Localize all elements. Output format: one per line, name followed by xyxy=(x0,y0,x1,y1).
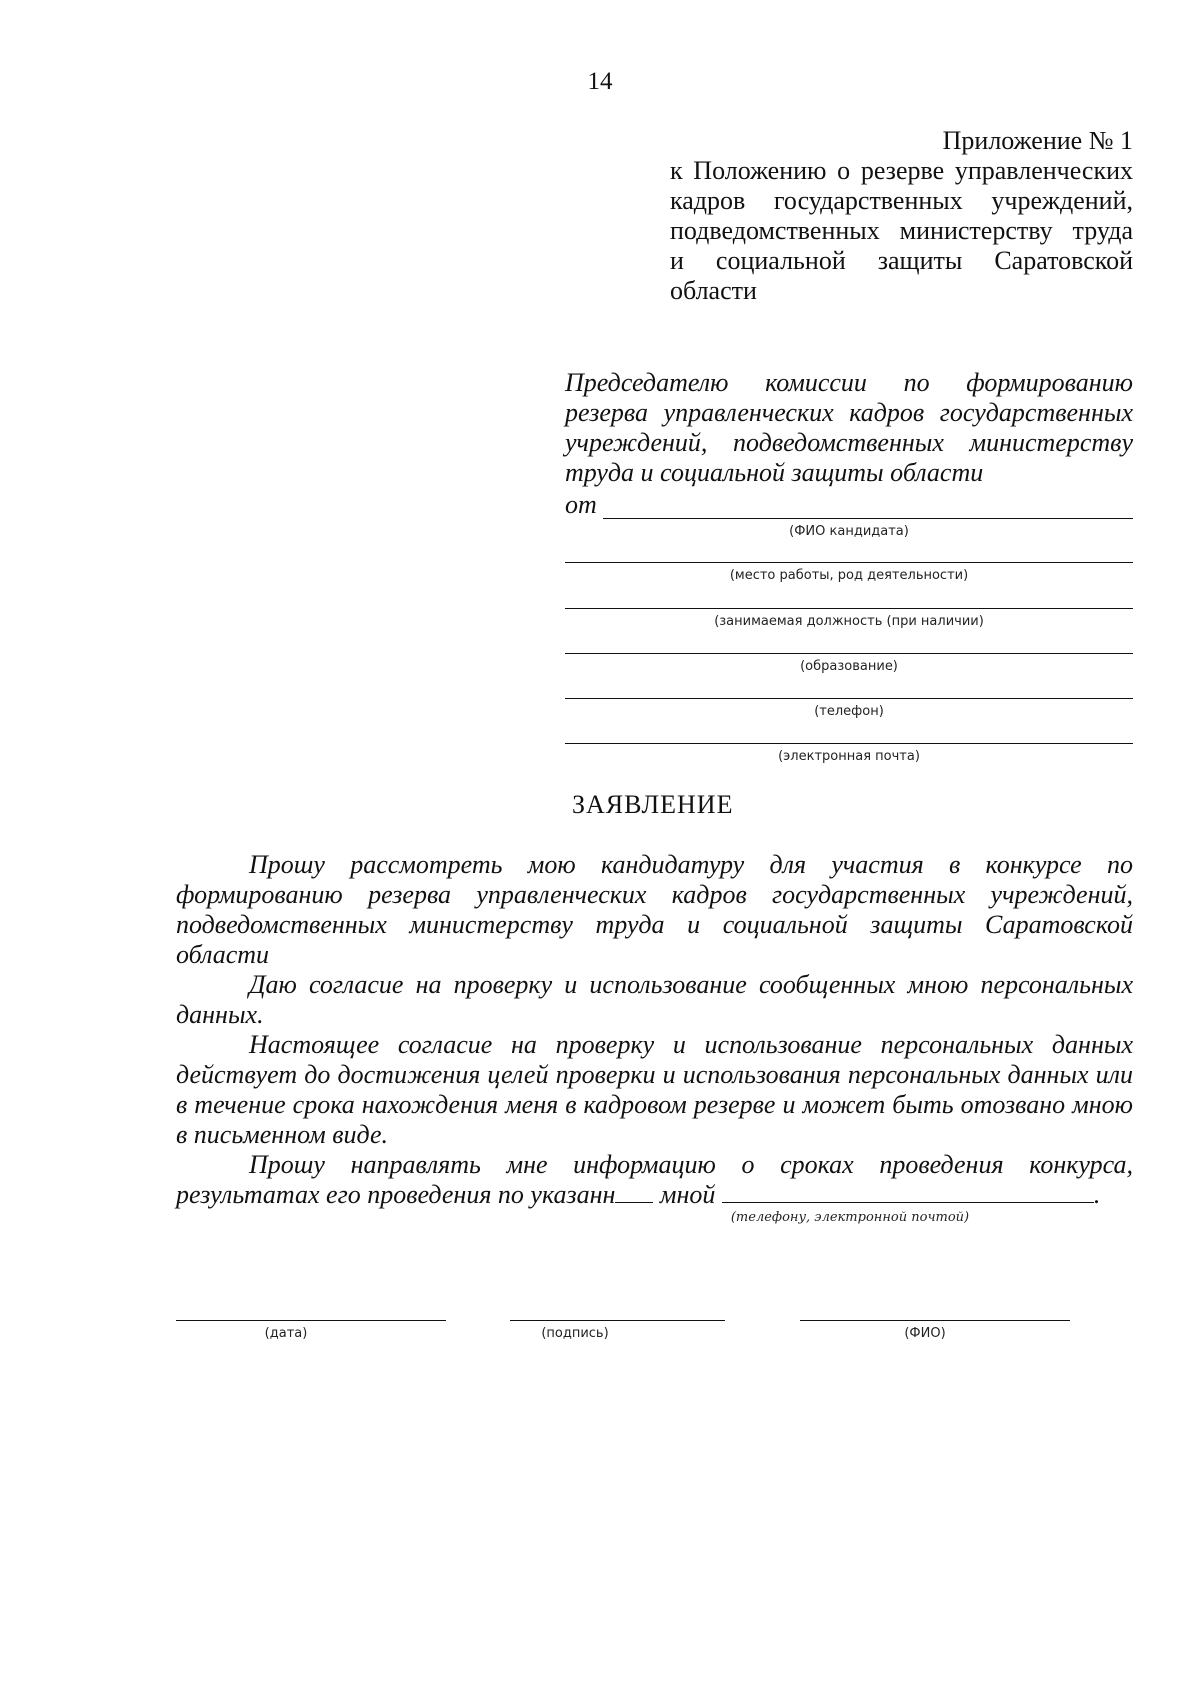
field-caption: (ФИО кандидата) xyxy=(789,524,909,539)
name-caption: (ФИО) xyxy=(904,1326,946,1341)
signature-field[interactable] xyxy=(510,1320,725,1321)
statement-body xyxy=(176,850,1133,1180)
addressee-line: учреждений, подведомственных министерству xyxy=(565,428,1133,457)
contact-caption: (телефону, электронной почтой) xyxy=(730,1210,970,1225)
page-number: 14 xyxy=(587,68,613,95)
contact-line-mid: мной xyxy=(659,1180,716,1209)
full-name-field[interactable] xyxy=(800,1320,1070,1321)
appendix-line: к Положению о резерве управленческих xyxy=(670,156,1133,185)
appendix-line: подведомственных министерству труда xyxy=(670,216,1133,245)
statement-title: ЗАЯВЛЕНИЕ xyxy=(572,790,734,819)
from-label: от xyxy=(565,490,597,519)
date-caption: (дата) xyxy=(264,1326,308,1341)
appendix-line: и социальной защиты Саратовской xyxy=(670,246,1133,275)
candidate-name-field[interactable] xyxy=(603,518,1133,519)
statement-paragraph: Прошу рассмотреть мою кандидатуру для участия в конкурсе по формированию резерва управленческих кадров государственных учреждений, подведомственных министерству труда и социальной защиты Саратовской области xyxy=(176,850,1133,969)
appendix-header xyxy=(670,126,1133,306)
field-caption: (занимаемая должность (при наличии) xyxy=(714,614,984,629)
statement-paragraph: Прошу направлять мне информацию о сроках проведения конкурса, xyxy=(249,1150,1133,1179)
statement-paragraph: Даю согласие на проверку и использование сообщенных мною персональных данных. xyxy=(176,970,1133,1029)
appendix-title: Приложение № 1 xyxy=(942,126,1133,155)
phone-field[interactable] xyxy=(565,698,1133,699)
addressee-block xyxy=(565,368,1133,488)
addressee-line: труда и социальной защиты области xyxy=(565,458,984,487)
workplace-field[interactable] xyxy=(565,562,1133,563)
addressee-line: резерва управленческих кадров государственных xyxy=(565,398,1133,427)
email-field[interactable] xyxy=(565,743,1133,744)
field-caption: (электронная почта) xyxy=(778,749,920,764)
addressee-line: Председателю комиссии по формированию xyxy=(565,368,1133,397)
contact-method-row xyxy=(176,1180,1133,1210)
statement-paragraph: Настоящее согласие на проверку и использование персональных данных действует до достижения целей проверки и использования персональных данных или в течение срока нахождения меня в кадровом резерве и может быть отозвано мною в письменном виде. xyxy=(176,1030,1133,1149)
appendix-line: кадров государственных учреждений, xyxy=(670,186,1133,215)
education-field[interactable] xyxy=(565,653,1133,654)
field-caption: (место работы, род деятельности) xyxy=(729,568,969,583)
field-caption: (телефон) xyxy=(814,704,884,719)
signature-caption: (подпись) xyxy=(541,1326,609,1341)
contact-method-field[interactable] xyxy=(722,1180,1094,1203)
ending-blank[interactable] xyxy=(615,1180,653,1203)
contact-line-end: . xyxy=(1093,1180,1101,1209)
field-caption: (образование) xyxy=(800,659,898,674)
contact-line-start: результатах его проведения по указанн xyxy=(176,1180,616,1209)
appendix-line: области xyxy=(670,276,757,305)
position-field[interactable] xyxy=(565,608,1133,609)
date-field[interactable] xyxy=(176,1320,446,1321)
